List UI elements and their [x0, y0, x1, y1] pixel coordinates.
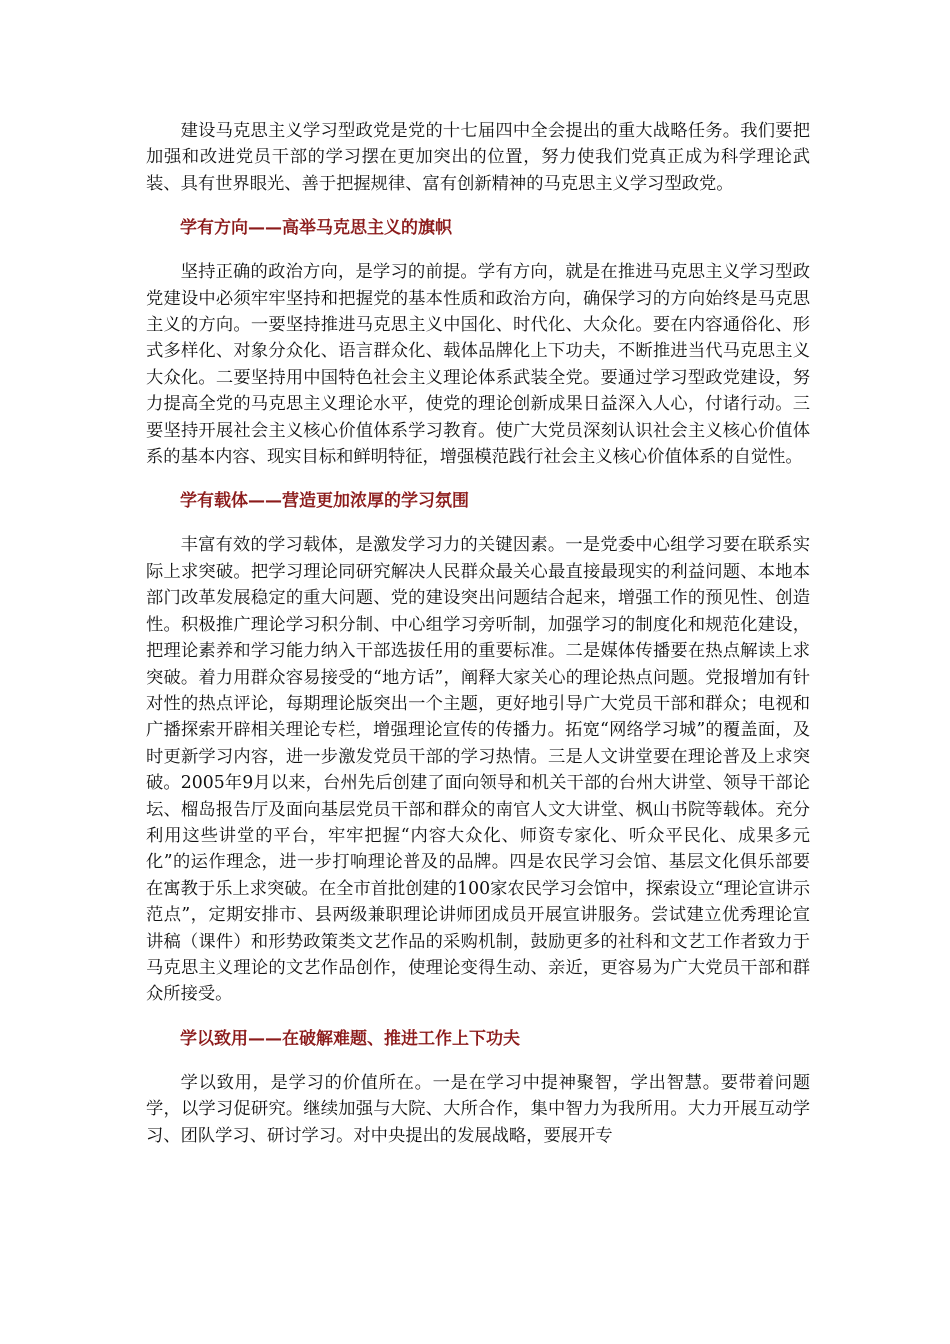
section-heading-application: 学以致用——在破解难题、推进工作上下功夫	[180, 1028, 520, 1049]
section-body-direction: 坚持正确的政治方向，是学习的前提。学有方向，就是在推进马克思主义学习型政党建设中必须牢牢坚持和把握党的基本性质和政治方向，确保学习的方向始终是马克思主义的方向。一要坚持推进马克思主义中国化、时代化、大众化。要在内容通俗化、形式多样化、对象分众化、语言群众化、载体品牌化上下功夫，不断推进当代马克思主义大众化。二要坚持用中国特色社会主义理论体系武装全党。要通过学习型政党建设，努力提高全党的马克思主义理论水平，使党的理论创新成果日益深入人心，付诸行动。三要坚持开展社会主义核心价值体系学习教育。使广大党员深刻认识社会主义核心价值体系的基本内容、现实目标和鲜明特征，增强模范践行社会主义核心价值体系的自觉性。	[146, 262, 810, 468]
section-heading-carrier: 学有载体——营造更加浓厚的学习氛围	[180, 491, 469, 512]
document-page	[146, 118, 810, 1149]
section-body-carrier: 丰富有效的学习载体，是激发学习力的关键因素。一是党委中心组学习要在联系实际上求突破。把学习理论同研究解决人民群众最关心最直接最现实的利益问题、本地本部门改革发展稳定的重大问题、党的建设突出问题结合起来，增强工作的预见性、创造性。积极推广理论学习积分制、中心组学习旁听制，加强学习的制度化和规范化建设，把理论素养和学习能力纳入干部选拔任用的重要标准。二是媒体传播要在热点解读上求突破。着力用群众容易接受的“地方话”，阐释大家关心的理论热点问题。党报增加有针对性的热点评论，每期理论版突出一个主题，更好地引导广大党员干部和群众；电视和广播探索开辟相关理论专栏，增强理论宣传的传播力。拓宽“网络学习城”的覆盖面，及时更新学习内容，进一步激发党员干部的学习热情。三是人文讲堂要在理论普及上求突破。2005年9月以来，台州先后创建了面向领导和机关干部的台州大讲堂、领导干部论坛、榴岛报告厅及面向基层党员干部和群众的南官人文大讲堂、枫山书院等载体。充分利用这些讲堂的平台，牢牢把握“内容大众化、师资专家化、听众平民化、成果多元化”的运作理念，进一步打响理论普及的品牌。四是农民学习会馆、基层文化俱乐部要在寓教于乐上求突破。在全市首批创建的100家农民学习会馆中，探索设立“理论宣讲示范点”，定期安排市、县两级兼职理论讲师团成员开展宣讲服务。尝试建立优秀理论宣讲稿（课件）和形势政策类文艺作品的采购机制，鼓励更多的社科和文艺工作者致力于马克思主义理论的文艺作品创作，使理论变得生动、亲近，更容易为广大党员干部和群众所接受。	[146, 535, 810, 1005]
section-heading-direction: 学有方向——高举马克思主义的旗帜	[180, 218, 452, 239]
section-body-application: 学以致用，是学习的价值所在。一是在学习中提神聚智，学出智慧。要带着问题学，以学习促研究。继续加强与大院、大所合作，集中智力为我所用。大力开展互动学习、团队学习、研讨学习。对中央提出的发展战略，要展开专	[146, 1072, 810, 1146]
intro-paragraph: 建设马克思主义学习型政党是党的十七届四中全会提出的重大战略任务。我们要把加强和改进党员干部的学习摆在更加突出的位置，努力使我们党真正成为科学理论武装、具有世界眼光、善于把握规律、富有创新精神的马克思主义学习型政党。	[146, 121, 810, 194]
